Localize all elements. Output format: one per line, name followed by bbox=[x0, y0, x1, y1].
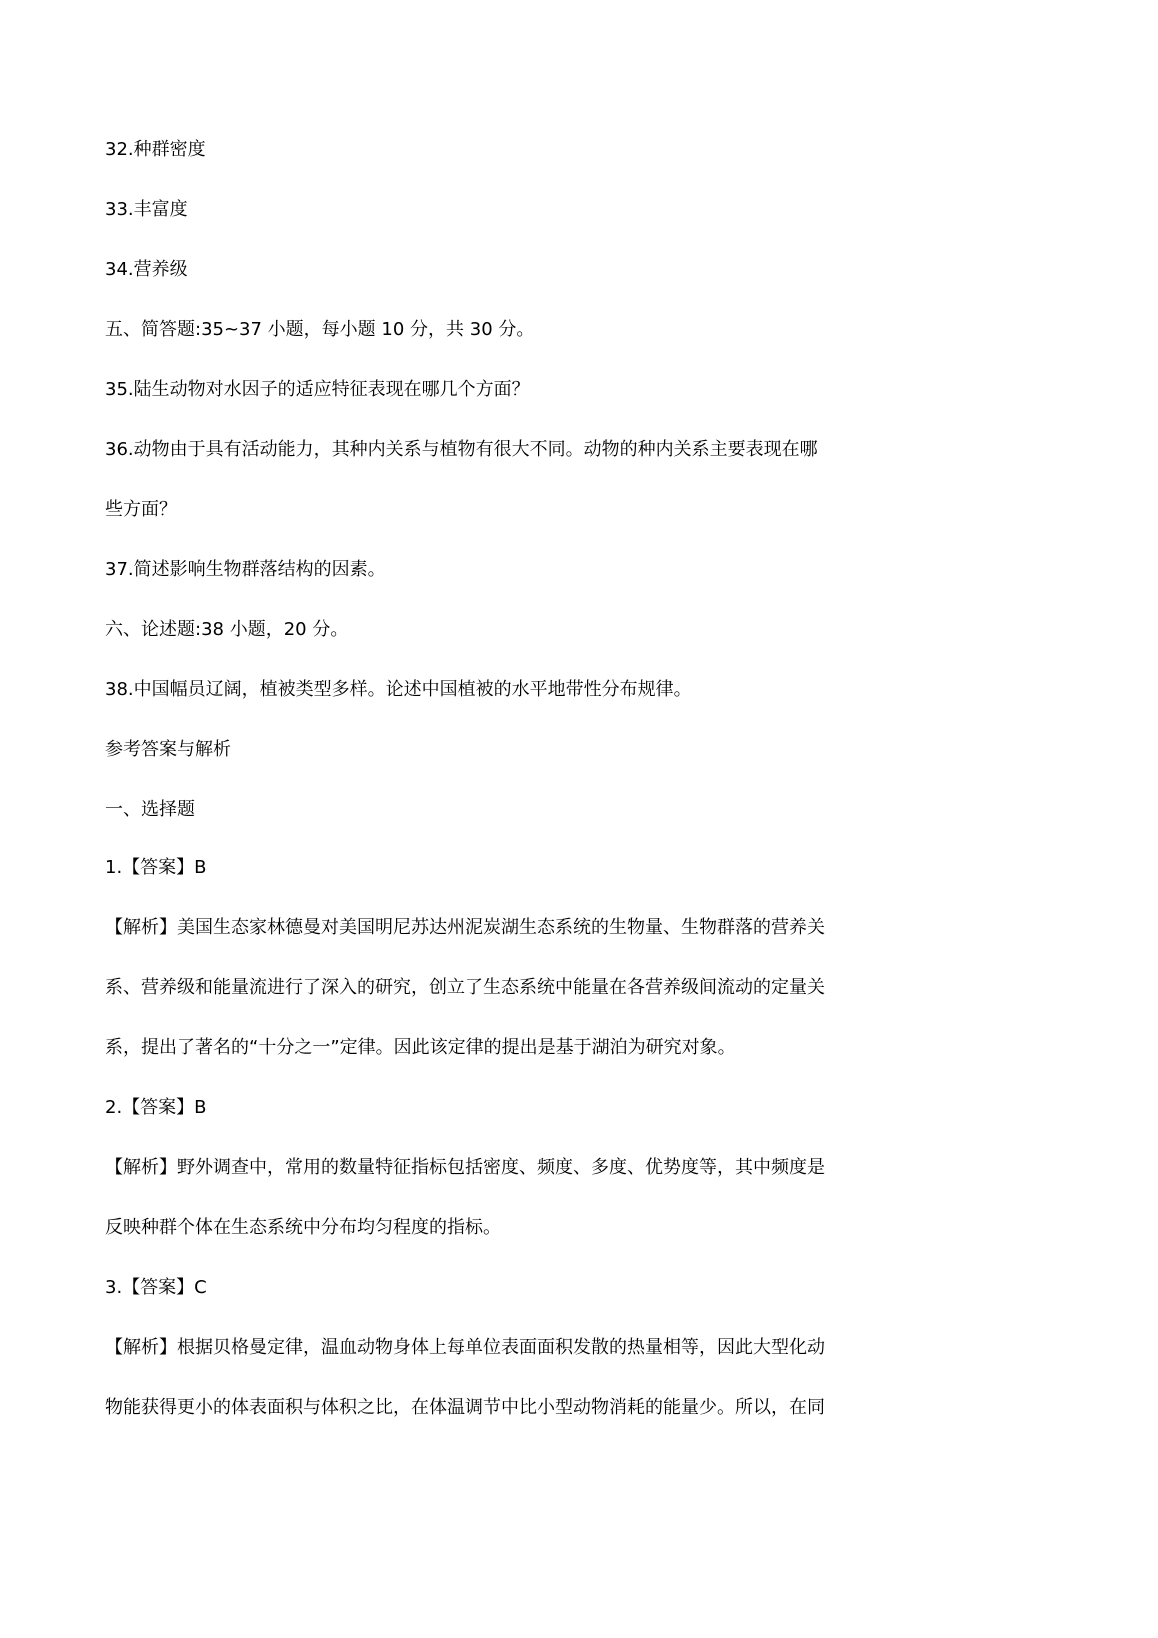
analysis-3-line-2: 物能获得更小的体表面积与体积之比，在体温调节中比小型动物消耗的能量少。所以，在同 bbox=[105, 1397, 825, 1418]
analysis-1-line-1: 【解析】美国生态家林德曼对美国明尼苏达州泥炭湖生态系统的生物量、生物群落的营养关 bbox=[105, 917, 825, 938]
term-33: 33.丰富度 bbox=[105, 199, 188, 220]
analysis-2-line-2: 反映种群个体在生态系统中分布均匀程度的指标。 bbox=[105, 1217, 501, 1238]
analysis-1-line-2: 系、营养级和能量流进行了深入的研究，创立了生态系统中能量在各营养级间流动的定量关 bbox=[105, 977, 825, 998]
answers-section-choice: 一、选择题 bbox=[105, 799, 195, 820]
section-heading-short-answer: 五、简答题:35~37 小题，每小题 10 分，共 30 分。 bbox=[105, 319, 535, 340]
answer-1: 1.【答案】B bbox=[105, 857, 207, 878]
term-34: 34.营养级 bbox=[105, 259, 188, 280]
question-37: 37.简述影响生物群落结构的因素。 bbox=[105, 559, 386, 580]
question-36-line-1: 36.动物由于具有活动能力，其种内关系与植物有很大不同。动物的种内关系主要表现在哪 bbox=[105, 439, 818, 460]
analysis-2-line-1: 【解析】野外调查中，常用的数量特征指标包括密度、频度、多度、优势度等，其中频度是 bbox=[105, 1157, 825, 1178]
section-heading-essay: 六、论述题:38 小题，20 分。 bbox=[105, 619, 349, 640]
question-36-line-2: 些方面？ bbox=[105, 499, 177, 520]
term-32: 32.种群密度 bbox=[105, 139, 206, 160]
answer-3: 3.【答案】C bbox=[105, 1277, 207, 1298]
answers-heading: 参考答案与解析 bbox=[105, 739, 231, 760]
question-38: 38.中国幅员辽阔，植被类型多样。论述中国植被的水平地带性分布规律。 bbox=[105, 679, 692, 700]
answer-2: 2.【答案】B bbox=[105, 1097, 207, 1118]
analysis-3-line-1: 【解析】根据贝格曼定律，温血动物身体上每单位表面面积发散的热量相等，因此大型化动 bbox=[105, 1337, 825, 1358]
analysis-1-line-3: 系，提出了著名的“十分之一”定律。因此该定律的提出是基于湖泊为研究对象。 bbox=[105, 1037, 736, 1058]
question-35: 35.陆生动物对水因子的适应特征表现在哪几个方面？ bbox=[105, 379, 530, 400]
